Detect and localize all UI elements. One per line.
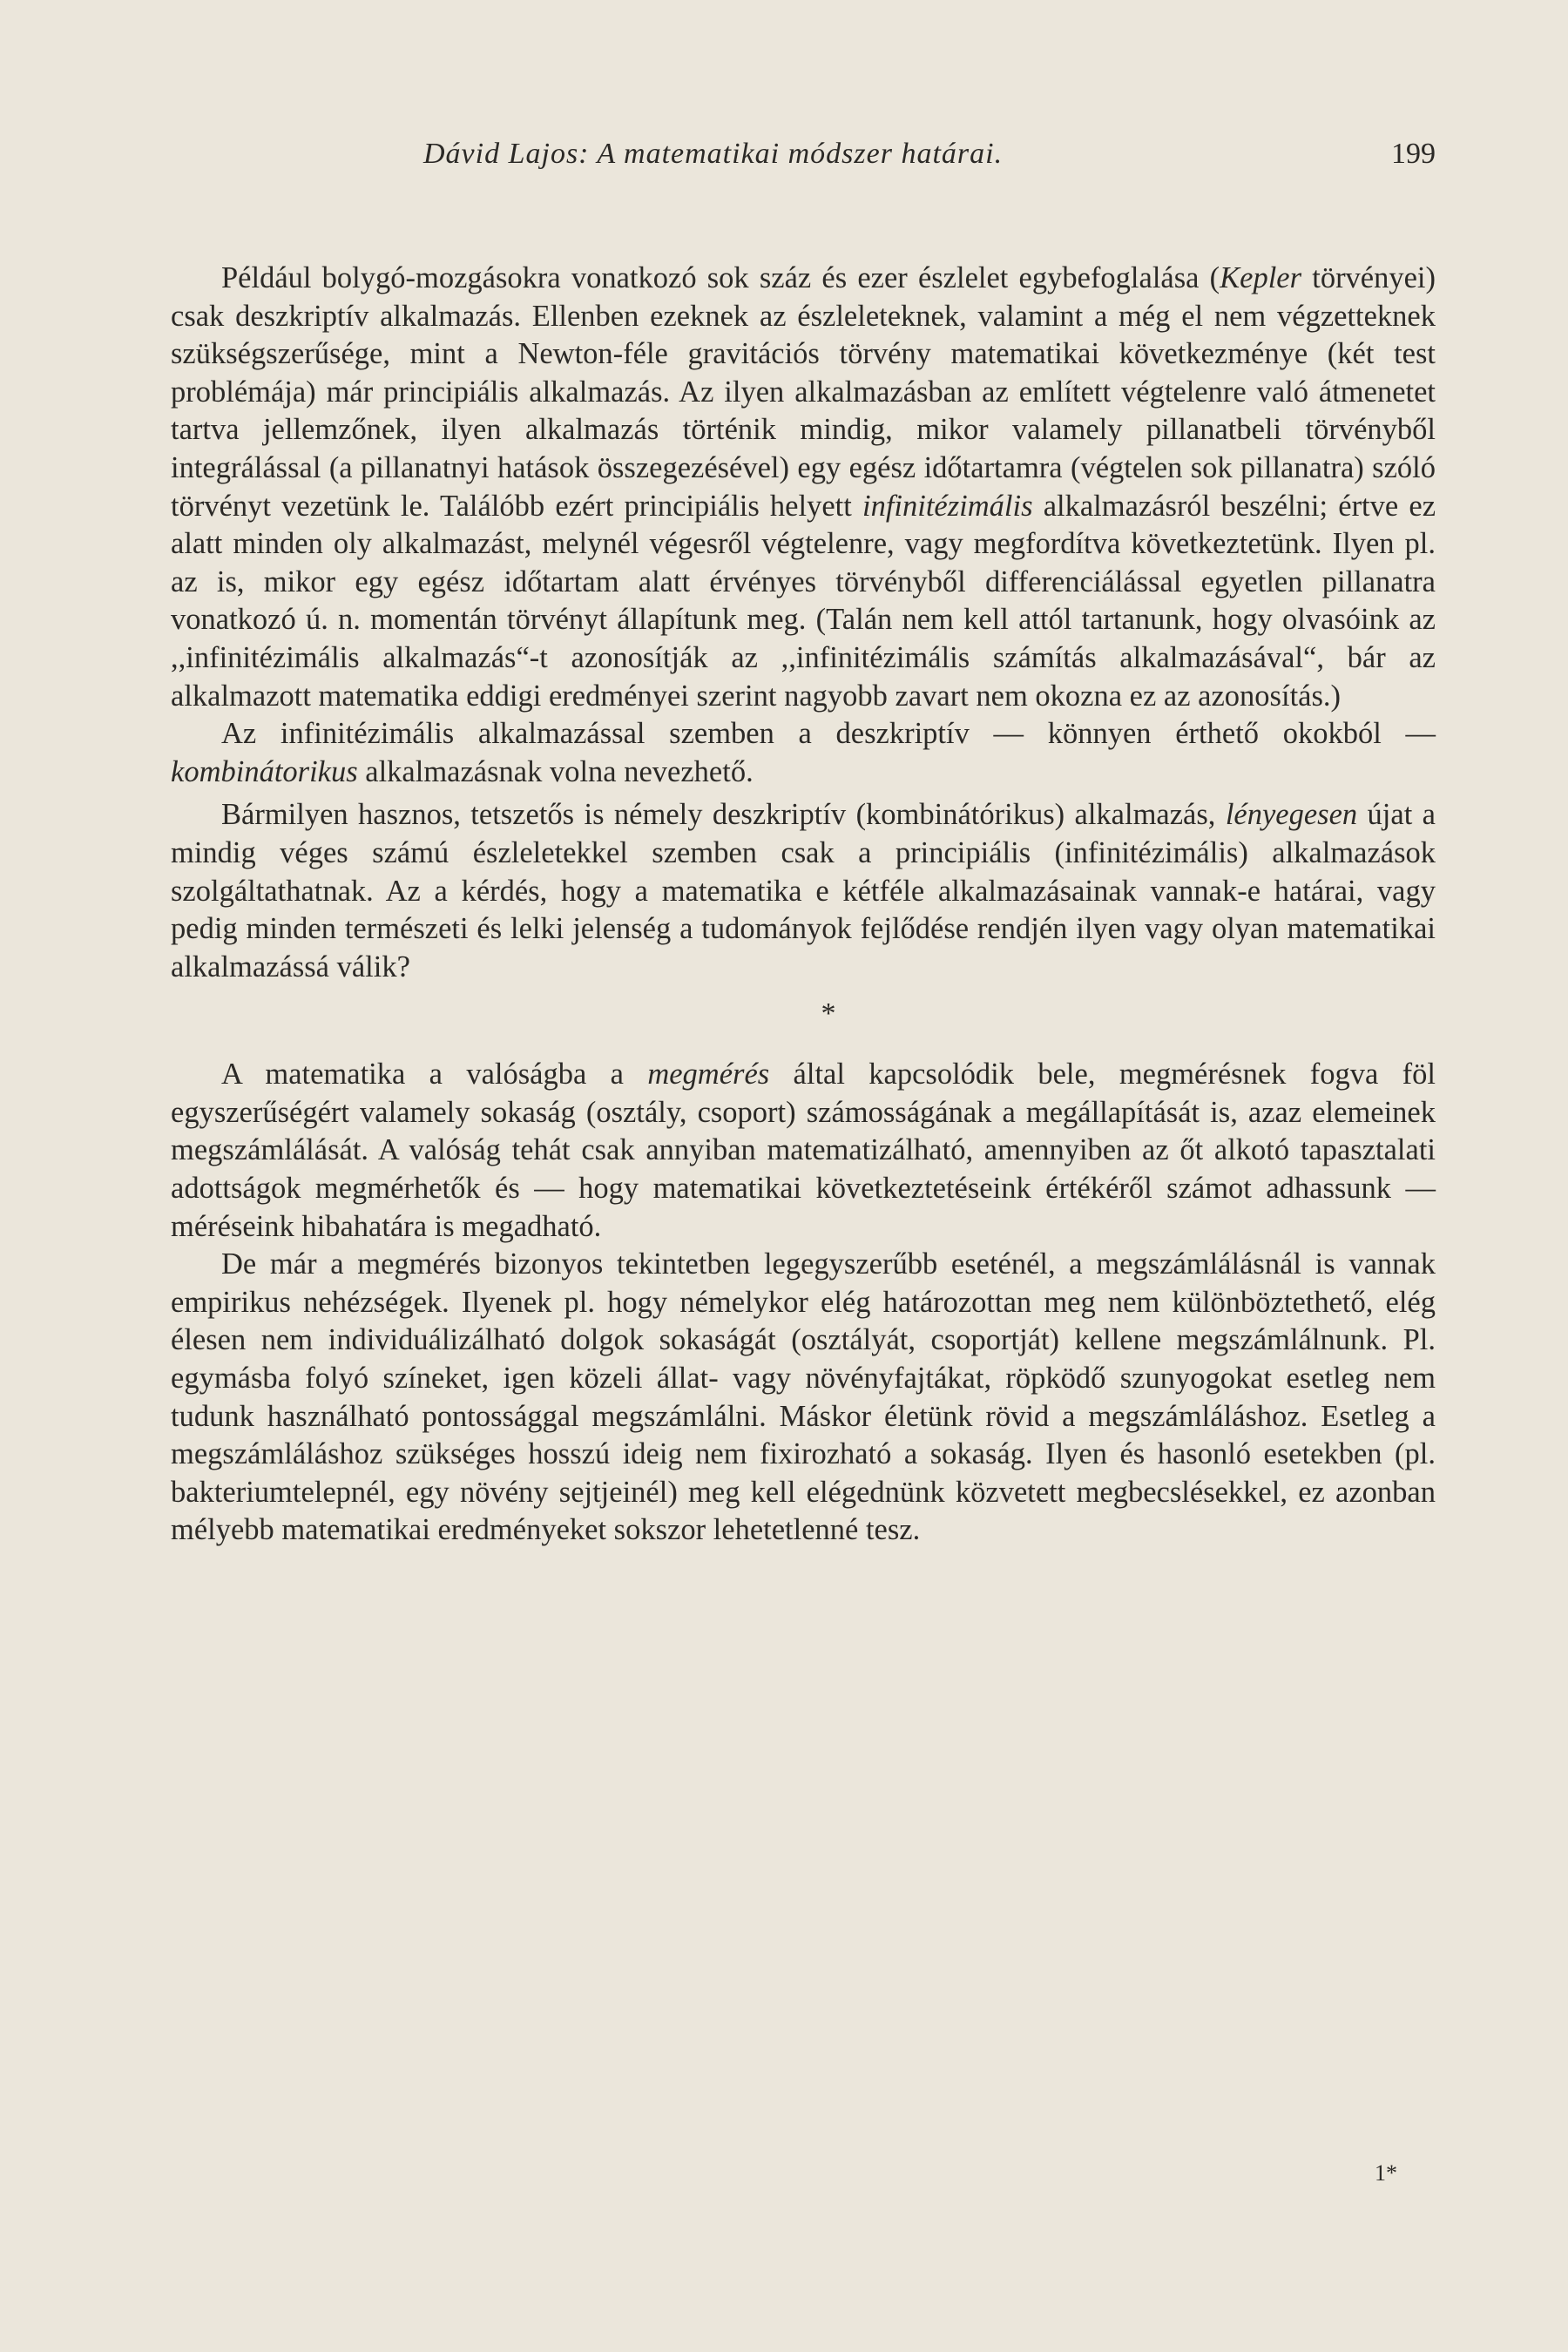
running-title: Dávid Lajos: A matematikai módszer határai. (423, 138, 1004, 170)
page-header (171, 138, 1436, 181)
body-text (171, 260, 1436, 1550)
page-number: 199 (1391, 138, 1436, 170)
italic-term-kombinatorikus: kombinátorikus (171, 754, 358, 788)
signature-mark: 1* (1375, 2160, 1397, 2186)
italic-term-megmeres: megmérés (647, 1058, 770, 1092)
paragraph-1: Például bolygó-mozgásokra vonatkozó sok száz és ezer észlelet egybefoglalása (Kepler törvényei) csak deszkriptív alkalmazás. Ellenben ezeknek az észleleteknek, valamint a még el nem végzetteknek szükségszerűsége, mint a Newton-féle gravitációs törvény matematikai következménye (két test problémája) már principiális alkalmazás. Az ilyen alkalmazásban az említett végtelenre való átmenetet tartva jellemzőnek, ilyen alkalmazás történik mindig, mikor valamely pillanatbeli törvényből integrálással (a pillanatnyi hatások összegezésével) egy egész időtartamra (végtelen sok pillanatra) szóló törvényt vezetünk le. Találóbb ezért principiális helyett infinitézimális alkalmazásról beszélni; értve ez alatt minden oly alkalmazást, melynél végesről végtelenre, vagy megfordítva következtetünk. Ilyen pl. az is, mikor egy egész időtartam alatt érvényes törvényből differenciálással egyetlen pillanatra vonatkozó ú. n. momentán törvényt állapítunk meg. (Talán nem kell attól tartanunk, hogy olvasóink az ,,infinitézimális alkalmazás“-t azonosítják az ,,infinitézimális számítás alkalmazásával“, bár az alkalmazott matematika eddigi eredményei szerint nagyobb zavart nem okozna ez az azonosítás.) (171, 261, 1436, 713)
italic-name-kepler: Kepler (1220, 261, 1302, 294)
section-separator: * (821, 997, 836, 1031)
paragraph-4: A matematika a valóságba a megmérés által kapcsolódik bele, megmérésnek fogva föl egyszerűségért valamely sokaság (osztály, csoport) számosságának a megállapítását is, azaz elemeinek megszámlálását. A valóság tehát csak annyiban matematizálható, amennyiben az őt alkotó tapasztalati adottságok megmérhetők és — hogy matematikai következtetéseink értékéről számot adhassunk — méréseink hibahatára is megadható. (171, 1058, 1436, 1243)
paragraph-5: De már a megmérés bizonyos tekintetben legegyszerűbb eseténél, a megszámlálásnál is vannak empirikus nehézségek. Ilyenek pl. hogy némelykor elég határozottan meg nem különböztethető, elég élesen nem individuálizálható dolgok sokaságát (osztályát, csoportját) kellene megszámlálnunk. Pl. egymásba folyó színeket, igen közeli állat- vagy növényfajtákat, röpködő szunyogokat esetleg nem tudunk használható pontossággal megszámlálni. Máskor életünk rövid a megszámláláshoz. Esetleg a megszámláláshoz szükséges hosszú ideig nem fixirozható a sokaság. Ilyen és hasonló esetekben (pl. bakteriumtelepnél, egy növény sejtjeinél) meg kell elégednünk közvetett megbecslésekkel, ez azonban mélyebb matematikai eredményeket sokszor lehetetlenné tesz. (171, 1247, 1436, 1547)
paragraph-2: Az infinitézimális alkalmazással szemben a deszkriptív — könnyen érthető okokból — kombinátorikus alkalmazásnak volna nevezhető. (171, 717, 1436, 788)
italic-term-infinitezimalis: infinitézimális (862, 489, 1033, 523)
italic-term-lenyegesen: lényegesen (1225, 798, 1358, 832)
paragraph-3: Bármilyen hasznos, tetszetős is némely deszkriptív (kombinátórikus) alkalmazás, lényegesen újat a mindig véges számú észleletekkel szemben csak a principiális (infinitézimális) alkalmazások szolgáltathatnak. Az a kérdés, hogy a matematika e kétféle alkalmazásainak vannak-e határai, vagy pedig minden természeti és lelki jelenség a tudományok fejlődése rendjén ilyen vagy olyan matematikai alkalmazássá válik? (171, 798, 1436, 983)
